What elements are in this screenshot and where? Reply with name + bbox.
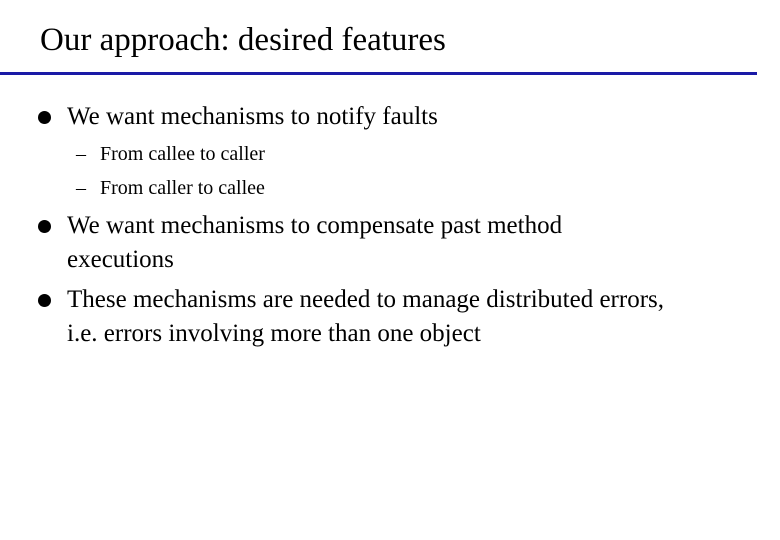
bullet-dot-icon bbox=[38, 220, 51, 233]
dash-icon: – bbox=[76, 143, 86, 165]
bullet-text: We want mechanisms to notify faults bbox=[67, 103, 438, 130]
bullet-text: We want mechanisms to compensate past method executions bbox=[67, 212, 563, 273]
bullet-dot-icon bbox=[38, 294, 51, 307]
title-divider bbox=[0, 72, 757, 75]
slide-title: Our approach: desired features bbox=[40, 22, 446, 58]
sub-bullet-text: From caller to callee bbox=[100, 177, 265, 199]
bullet-dot-icon bbox=[38, 111, 51, 124]
sub-bullet-text: From callee to caller bbox=[100, 143, 265, 165]
bullet-text: These mechanisms are needed to manage distributed errors, i.e. errors involving more than one object bbox=[67, 286, 664, 347]
dash-icon: – bbox=[76, 177, 86, 199]
